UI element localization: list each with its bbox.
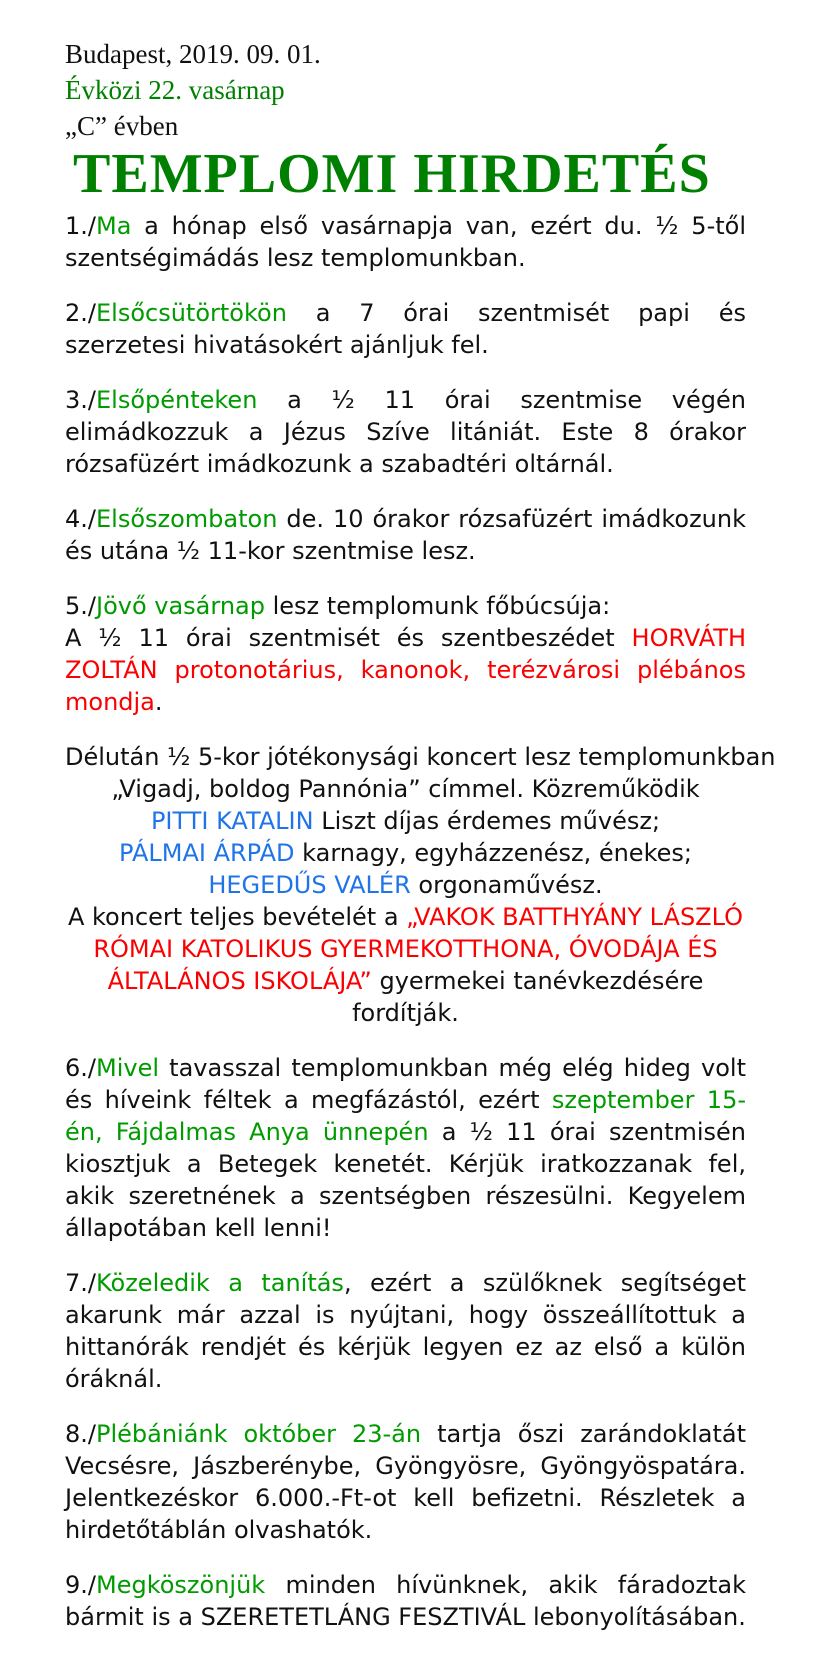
announcement-body xyxy=(65,210,776,1633)
text-line xyxy=(151,807,660,835)
text-run: a ½ 11 órai szentmise végén elimádkozzuk a Jézus Szíve litániát. Este 8 órakor rózsafüzért imádkozunk a szabadtéri oltárnál. xyxy=(65,386,746,478)
text-run: Plébániánk október 23-án xyxy=(95,1420,422,1448)
text-line xyxy=(111,775,699,803)
text-run: de. 10 órakor rózsafüzért imádkozunk és utána ½ 11-kor szentmise lesz. xyxy=(65,505,746,565)
text-run: tartja őszi zarándoklatát Vecsésre, Jászberénybe, Gyöngyösre, Gyöngyöspatára. Jelentkezéskor 6.000.-Ft-ot kell befizetni. Részletek a hirdetőtáblán olvashatók. xyxy=(65,1420,747,1544)
page-title: TEMPLOMI HIRDETÉS xyxy=(73,143,711,205)
text-run: minden hívünknek, akik fáradoztak bármit is a SZERETETLÁNG FESZTIVÁL lebonyolításában. xyxy=(65,1571,746,1631)
text-run: orgonaművész. xyxy=(410,871,603,899)
year-cycle-line: „C” évben xyxy=(65,111,179,141)
text-run: Elsőcsütörtökön xyxy=(95,299,287,327)
text-run: gyermekei tanévkezdésére xyxy=(371,967,704,995)
text-line xyxy=(65,743,776,771)
text-run: Elsőszombaton xyxy=(95,505,278,533)
announcement-paragraph xyxy=(65,1569,746,1633)
announcement-paragraph xyxy=(65,1267,746,1395)
text-run: Jövő vasárnap xyxy=(95,592,265,620)
text-run: , ezért a szülőknek segítséget akarunk már azzal is nyújtani, hogy összeállítottuk a hittanórák rendjét és kérjük legyen ez az első a külön óráknál. xyxy=(65,1269,746,1393)
text-line xyxy=(93,935,717,963)
text-run: PÁLMAI ÁRPÁD xyxy=(119,839,295,867)
announcement-paragraph xyxy=(65,622,746,718)
date-line: Budapest, 2019. 09. 01. xyxy=(65,39,321,69)
text-run: a 7 órai szentmisét papi és szerzetesi hivatásokért ajánljuk fel. xyxy=(65,299,746,359)
text-run: HORVÁTH ZOLTÁN protonotárius, kanonok, terézvárosi plébános mondja xyxy=(65,624,746,716)
text-line xyxy=(208,871,602,899)
text-run: PITTI KATALIN xyxy=(150,807,314,835)
text-run: szeptember 15-én, Fájdalmas Anya ünnepén xyxy=(65,1086,746,1146)
text-run: „VAKOK BATTHYÁNY LÁSZLÓ xyxy=(406,903,744,931)
text-line xyxy=(108,967,704,995)
text-run: A koncert teljes bevételét a xyxy=(67,903,407,931)
announcement-paragraph xyxy=(65,590,746,622)
text-run: fordítják. xyxy=(352,999,459,1027)
text-run: „Vigadj, boldog Pannónia” címmel. Közreműködik xyxy=(111,775,700,803)
text-line xyxy=(68,903,743,931)
text-run: Megköszönjük xyxy=(95,1571,266,1599)
announcement-paragraph xyxy=(65,741,776,1029)
text-run: 7./ xyxy=(65,1269,96,1297)
text-run: ÁLTALÁNOS ISKOLÁJA” xyxy=(107,967,372,995)
document-header xyxy=(65,36,746,204)
text-run: Közeledik a tanítás xyxy=(95,1269,344,1297)
liturgical-day-line: Évközi 22. vasárnap xyxy=(65,75,285,105)
announcement-paragraph xyxy=(65,503,746,567)
text-run: 8./ xyxy=(65,1420,96,1448)
announcement-paragraph xyxy=(65,1052,746,1244)
text-run: 4./ xyxy=(65,505,96,533)
text-run: Mivel xyxy=(95,1054,159,1082)
announcement-paragraph xyxy=(65,1418,746,1546)
announcement-paragraph xyxy=(65,384,746,480)
text-run: 9./ xyxy=(65,1571,96,1599)
text-run: Elsőpénteken xyxy=(95,386,258,414)
announcement-paragraph xyxy=(65,297,746,361)
announcement-list xyxy=(65,210,776,1633)
text-run: a ½ 11 órai szentmisén kiosztjuk a Betegek kenetét. Kérjük iratkozzanak fel, akik szeretnének a szentségben részesülni. Kegyelem állapotában kell lenni! xyxy=(65,1118,747,1242)
text-run: karnagy, egyházzenész, énekes; xyxy=(294,839,692,867)
text-run: HEGEDŰS VALÉR xyxy=(208,871,411,899)
text-run: 5./ xyxy=(65,592,96,620)
text-run: tavasszal templomunkban még elég hideg volt és híveink féltek a megfázástól, ezért xyxy=(65,1054,746,1114)
text-line xyxy=(352,999,459,1027)
text-run: Ma xyxy=(95,212,132,240)
text-run: Liszt díjas érdemes művész; xyxy=(313,807,661,835)
text-run: Délután ½ 5-kor jótékonysági koncert lesz templomunkban xyxy=(65,743,776,771)
text-run: 1./ xyxy=(65,212,96,240)
text-run: 6./ xyxy=(65,1054,96,1082)
text-run: RÓMAI KATOLIKUS GYERMEKOTTHONA, ÓVODÁJA ÉS xyxy=(93,935,718,963)
text-run: a hónap első vasárnapja van, ezért du. ½ 5-től szentségimádás lesz templomunkban. xyxy=(65,212,746,272)
announcement-paragraph xyxy=(65,210,746,274)
text-run: . xyxy=(154,688,163,716)
text-line xyxy=(119,839,692,867)
text-run: A ½ 11 órai szentmisét és szentbeszédet xyxy=(65,624,632,652)
text-run: 2./ xyxy=(65,299,96,327)
text-run: 3./ xyxy=(65,386,96,414)
text-run: lesz templomunk főbúcsúja: xyxy=(264,592,611,620)
